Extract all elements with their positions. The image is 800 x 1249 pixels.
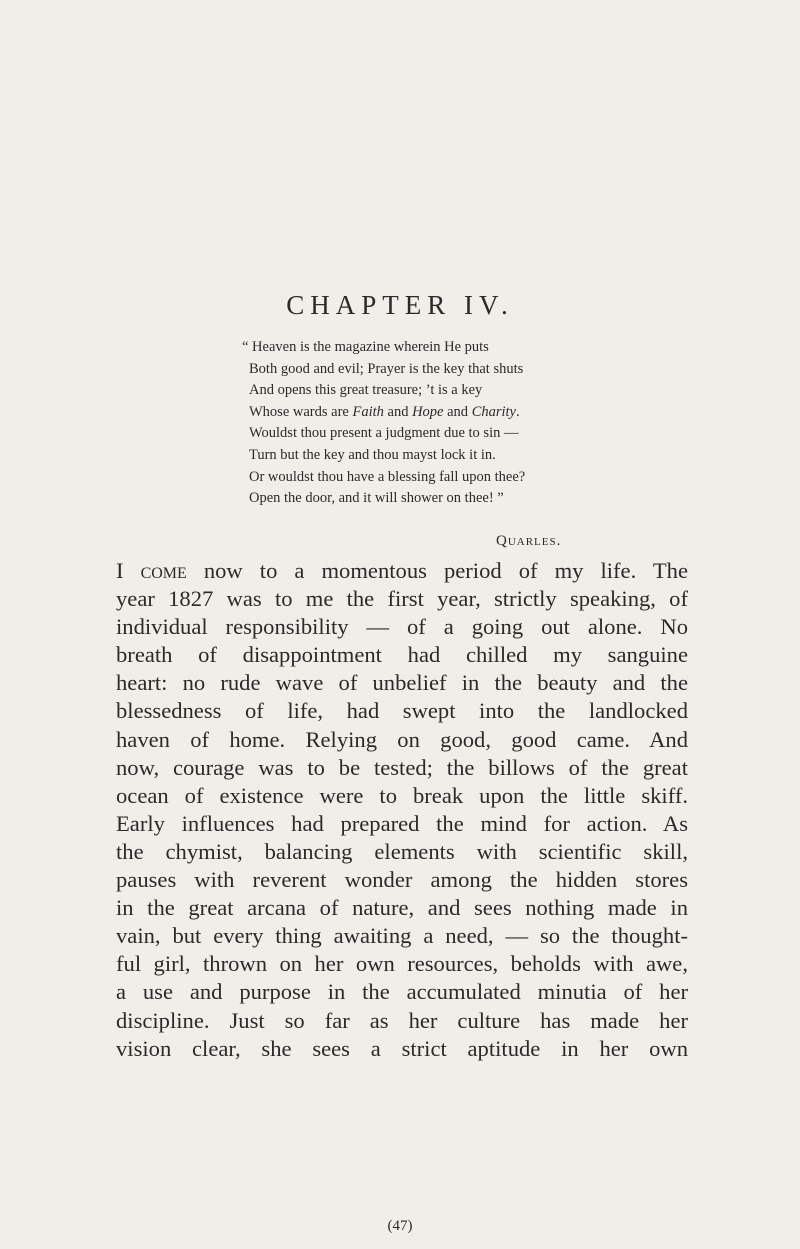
- body-line: in the great arcana of nature, and sees nothing made in: [116, 895, 688, 921]
- epigraph-line: Or wouldst thou have a blessing fall upon thee?: [249, 468, 526, 485]
- epigraph-and: and: [443, 403, 472, 420]
- body-line: vain, but every thing awaiting a need, — so the thought-: [116, 923, 688, 949]
- page-number: (47): [387, 1218, 413, 1234]
- body-line: pauses with reverent wonder among the hidden stores: [116, 867, 688, 893]
- body-line: ful girl, thrown on her own resources, beholds with awe,: [116, 951, 688, 977]
- epigraph-hope: Hope: [412, 403, 444, 420]
- body-line: breath of disappointment had chilled my sanguine: [116, 642, 688, 668]
- epigraph-line: And opens this great treasure; ’t is a key: [249, 382, 483, 399]
- body-line: ocean of existence were to break upon the little skiff.: [116, 782, 688, 808]
- epigraph-and: and: [383, 403, 413, 420]
- epigraph-line: [242, 402, 712, 424]
- body-line: Early influences had prepared the mind for action. As: [116, 810, 688, 836]
- body-paragraph: [116, 557, 688, 1063]
- body-line: [116, 557, 688, 585]
- body-line: blessedness of life, had swept into the landlocked: [116, 698, 688, 724]
- body-line: vision clear, she sees a strict aptitude in her own: [116, 1035, 688, 1061]
- epigraph-attribution: Quarles.: [496, 533, 562, 549]
- epigraph: [242, 337, 712, 510]
- body-line: individual responsibility — of a going out alone. No: [116, 614, 688, 640]
- body-line: the chymist, balancing elements with scientific skill,: [116, 838, 688, 864]
- epigraph-line-start: Whose wards are: [249, 403, 353, 420]
- epigraph-line: Open the door, and it will shower on thee! ”: [249, 490, 504, 507]
- epigraph-faith: Faith: [352, 403, 384, 420]
- chapter-title: CHAPTER IV.: [286, 290, 514, 320]
- epigraph-line: “ Heaven is the magazine wherein He puts: [242, 339, 489, 355]
- body-line: year 1827 was to me the first year, strictly speaking, of: [116, 586, 688, 612]
- body-line-rest: now to a momentous period of my life. The: [186, 558, 688, 583]
- epigraph-line: Turn but the key and thou mayst lock it in.: [249, 446, 496, 463]
- body-line: discipline. Just so far as her culture has made her: [116, 1007, 688, 1033]
- epigraph-period: .: [516, 403, 520, 420]
- epigraph-charity: Charity: [471, 403, 516, 420]
- body-line: now, courage was to be tested; the billows of the great: [116, 754, 688, 780]
- body-line: haven of home. Relying on good, good came. And: [116, 726, 688, 752]
- opening-small-caps: I come: [116, 558, 187, 583]
- epigraph-line: Wouldst thou present a judgment due to sin —: [249, 425, 519, 442]
- body-line: heart: no rude wave of unbelief in the beauty and the: [116, 670, 688, 696]
- epigraph-line: Both good and evil; Prayer is the key that shuts: [249, 360, 524, 377]
- body-line: a use and purpose in the accumulated minutia of her: [116, 979, 688, 1005]
